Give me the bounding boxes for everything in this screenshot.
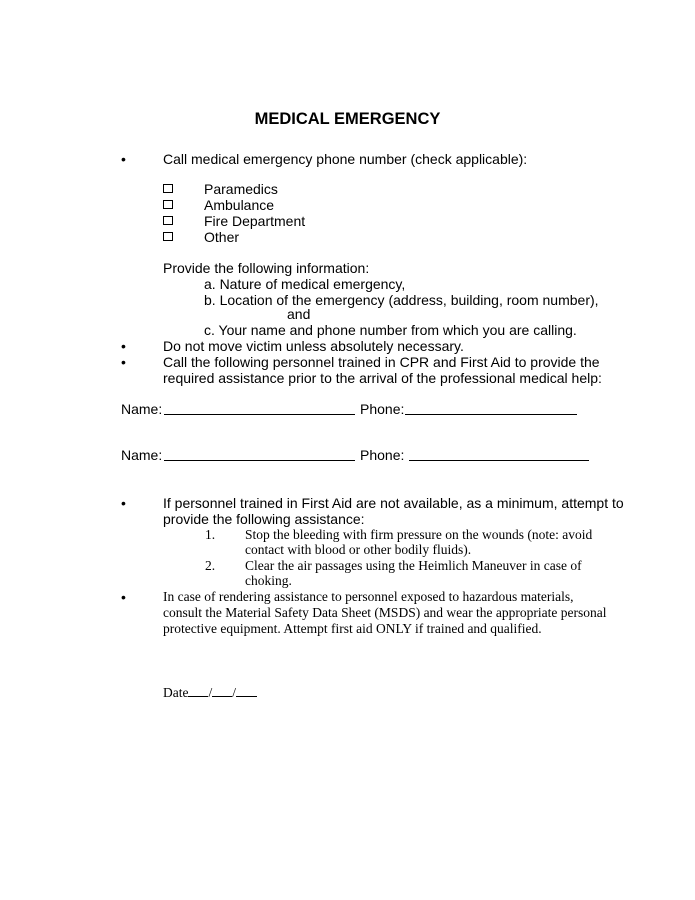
- checkbox-label-fire-department: Fire Department: [204, 213, 306, 229]
- contact-phone-field[interactable]: [405, 401, 577, 415]
- page-title: MEDICAL EMERGENCY: [254, 110, 441, 128]
- contact-phone-field[interactable]: [409, 447, 589, 461]
- info-item-a: a. Nature of medical emergency,: [204, 276, 406, 292]
- step-text: Clear the air passages using the Heimlich Maneuver in case of: [245, 558, 582, 573]
- contact-name-field[interactable]: [164, 401, 355, 415]
- call-personnel-line-2: required assistance prior to the arrival of the professional medical help:: [163, 370, 602, 386]
- checkbox-label-paramedics: Paramedics: [204, 181, 278, 197]
- first-aid-line-1: If personnel trained in First Aid are not available, as a minimum, attempt to: [163, 495, 624, 511]
- info-item-b: b. Location of the emergency (address, building, room number),: [204, 292, 599, 308]
- step-text: Stop the bleeding with firm pressure on the wounds (note: avoid: [245, 527, 593, 542]
- info-item-b-continued: and: [287, 306, 311, 322]
- do-not-move-instruction: Do not move victim unless absolutely necessary.: [163, 338, 464, 354]
- date-label: Date: [163, 685, 189, 700]
- date-field[interactable]: [163, 684, 257, 701]
- checkbox-fire-department[interactable]: [163, 216, 173, 225]
- step-text-continued: contact with blood or other bodily fluids).: [245, 542, 472, 557]
- info-item-c: c. Your name and phone number from which you are calling.: [204, 322, 577, 338]
- hazmat-line-3: protective equipment. Attempt first aid ONLY if trained and qualified.: [163, 621, 542, 636]
- hazmat-line-2: consult the Material Safety Data Sheet (MSDS) and wear the appropriate personal: [163, 605, 607, 620]
- hazmat-line-1: In case of rendering assistance to personnel exposed to hazardous materials,: [163, 589, 574, 604]
- contact-name-field[interactable]: [164, 447, 355, 461]
- call-personnel-line-1: Call the following personnel trained in CPR and First Aid to provide the: [163, 354, 600, 370]
- bullet-glyph: •: [121, 151, 126, 167]
- step-text-continued: choking.: [245, 573, 292, 588]
- bullet-glyph: •: [121, 338, 126, 354]
- checkbox-label-ambulance: Ambulance: [204, 197, 275, 213]
- call-instruction: Call medical emergency phone number (check applicable):: [163, 151, 528, 167]
- date-year-blank[interactable]: [236, 684, 257, 697]
- step-number: 1.: [205, 527, 216, 542]
- checkbox-paramedics[interactable]: [163, 184, 173, 193]
- step-number: 2.: [205, 558, 216, 573]
- date-separator: /: [208, 685, 213, 700]
- bullet-glyph: •: [121, 495, 126, 511]
- checkbox-other[interactable]: [163, 232, 173, 241]
- first-aid-line-2: provide the following assistance:: [163, 511, 365, 527]
- contact-phone-label: Phone:: [360, 447, 405, 463]
- contact-phone-label: Phone:: [360, 401, 405, 417]
- bullet-glyph: •: [121, 354, 126, 370]
- date-separator: /: [232, 685, 237, 700]
- bullet-glyph: •: [121, 589, 126, 605]
- date-month-blank[interactable]: [188, 684, 208, 697]
- provide-info-heading: Provide the following information:: [163, 260, 370, 276]
- checkbox-label-other: Other: [204, 229, 240, 245]
- contact-name-label: Name:: [121, 401, 163, 417]
- date-day-blank[interactable]: [212, 684, 232, 697]
- checkbox-ambulance[interactable]: [163, 200, 173, 209]
- contact-name-label: Name:: [121, 447, 163, 463]
